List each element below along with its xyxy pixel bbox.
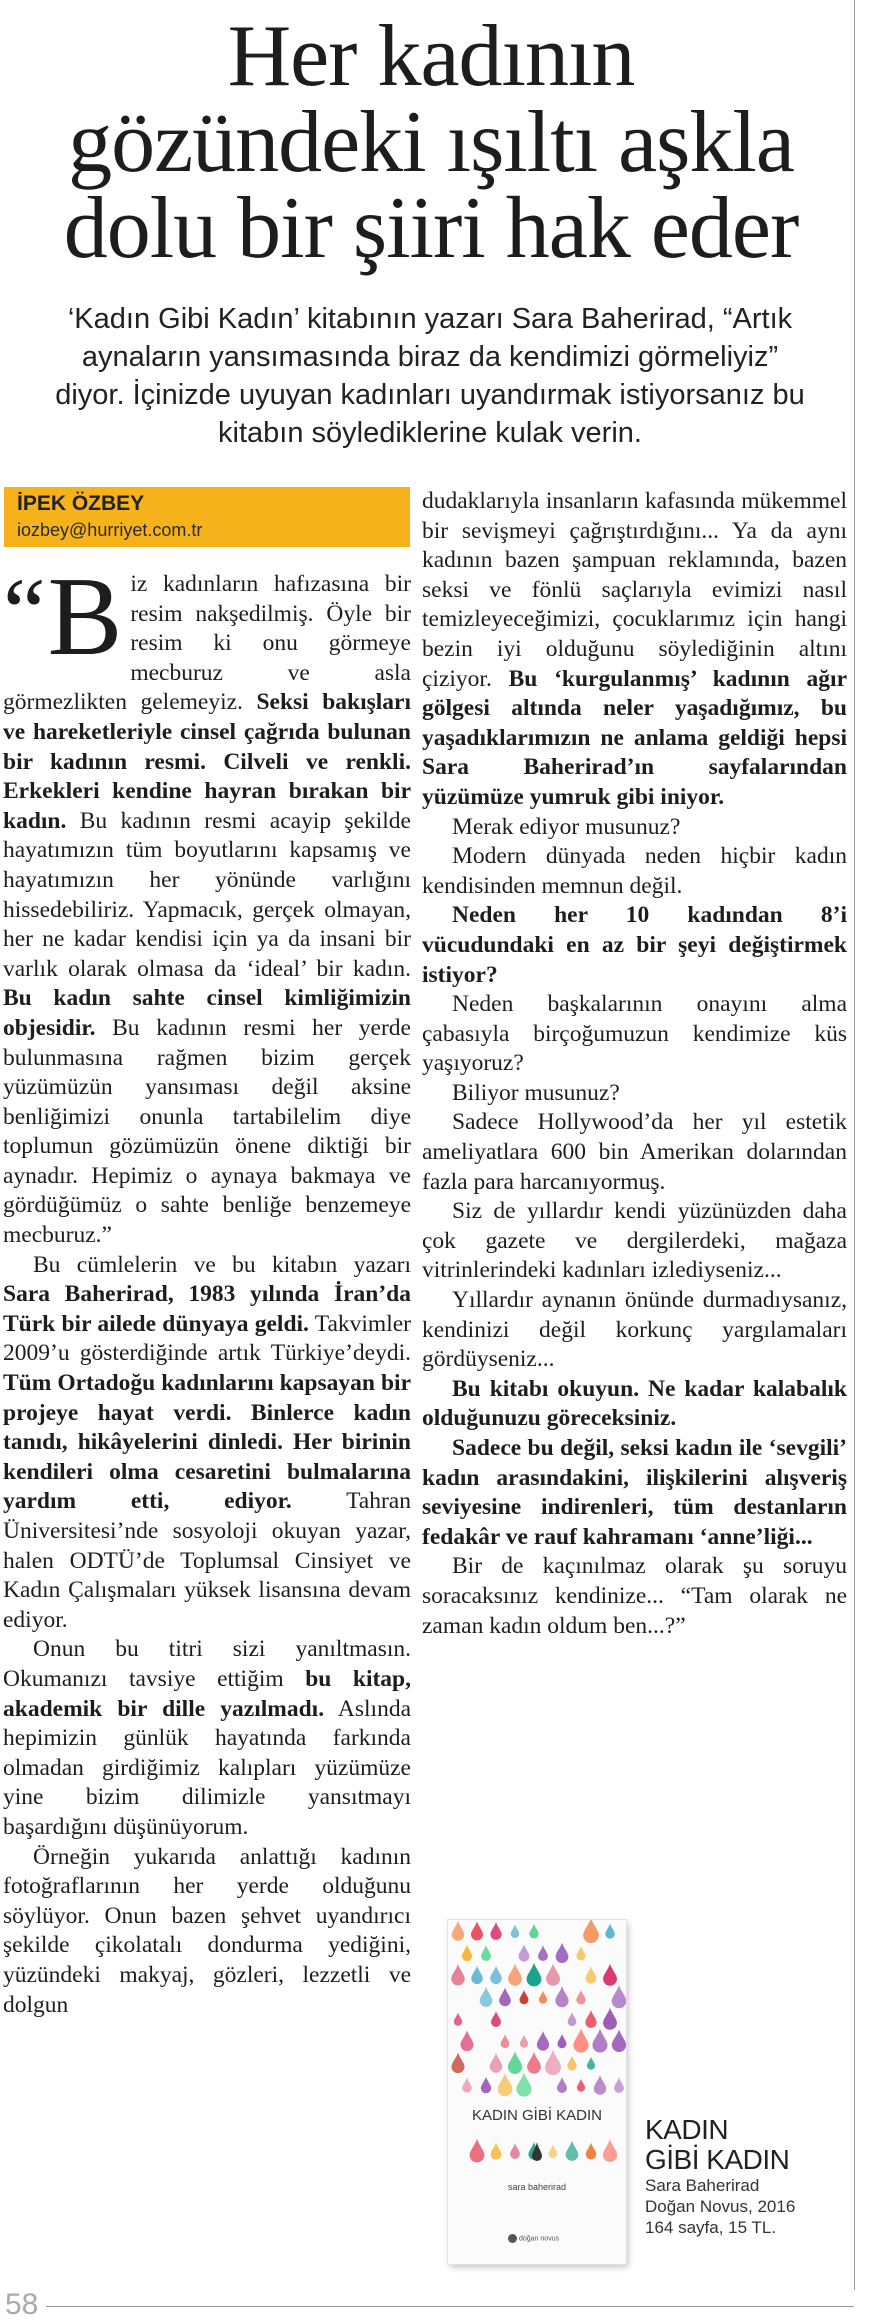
body-text: dudaklarıyla insanların kafasında mükemmel bir sevişmeyi çağrıştırdığını... Ya da aynı kadının bazen şampuan reklamında, bazen seksi ve fönlü saçlarıyla evimizi nasıl temizleyeceğimizi, çocuklarımız için hangi bezin iyi olduğunu söylediğinin altını çiziyor.	[422, 488, 847, 692]
book-info-title: GİBİ KADIN	[645, 2144, 790, 2175]
raindrop-shape	[549, 2144, 558, 2158]
drop-cap: B	[47, 555, 123, 679]
paragraph	[422, 1286, 847, 1375]
bold-text: Bu kitabı okuyun. Ne kadar kalabalık olduğunuzu göreceksiniz.	[422, 1375, 847, 1432]
raindrop-shape	[587, 2057, 595, 2070]
raindrop-shape	[576, 1946, 585, 1961]
raindrop-shape	[603, 1963, 617, 1985]
body-text: Biliyor musunuz?	[452, 1079, 620, 1106]
raindrop-shape	[462, 1945, 472, 1961]
book-cover-author: sara baherirad	[507, 2182, 567, 2192]
raindrop-shape	[451, 1964, 464, 1986]
paragraph	[422, 990, 847, 1079]
body-text: iz kadınların hafızasına bir resim nakşedilmiş. Öyle bir resim ki onu görmeye mecburuz ve asla görmezlikten gelemeyiz.	[3, 571, 411, 716]
paragraph	[3, 1843, 411, 2021]
paragraph	[422, 1079, 847, 1109]
paragraph	[422, 1375, 847, 1434]
body-text: Bu kadının resmi acayip şekilde hayatımızın tüm boyutlarını kapsamış ve hayatımızın her yönünde varlığını hissedebiliriz. Yapmacık, gerçek olmayan, her ne kadar kendisi için ya da insani bir varlık olarak olmasa da ‘ideal’ bir kadın.	[3, 807, 411, 982]
raindrop-pattern	[448, 1920, 626, 2264]
book-cover-image	[448, 1920, 626, 2264]
raindrop-shape	[539, 1991, 547, 2004]
paragraph	[422, 901, 847, 990]
raindrop-shape	[490, 2053, 502, 2073]
paragraph	[422, 487, 847, 813]
raindrop-shape	[586, 2142, 597, 2159]
raindrop-shape	[508, 2051, 522, 2074]
raindrop-shape	[546, 1963, 560, 1985]
body-text: Onun bu titri sizi yanıltmasın. Okumanızı tavsiye ettiğim	[3, 1636, 411, 1692]
body-text: Aslında hepimizin günlük hayatında farkında olmadan girdiğimiz kalıpları yüzümüze yine bizim dilimizle yansıtmayı başardığını düşünüyorum.	[3, 1695, 411, 1840]
raindrop-shape	[573, 2028, 588, 2052]
body-text: Takvimler 2009’u gösterdiğinde artık Türkiye’deydi.	[3, 1310, 411, 1367]
headline-line: Her kadının	[227, 8, 635, 105]
raindrop-shape	[568, 2012, 577, 2026]
headline-line: dolu bir şiiri hak eder	[63, 180, 799, 277]
raindrop-shape	[481, 2077, 491, 2094]
raindrop-shape	[557, 2077, 567, 2093]
book-info-details: 164 sayfa, 15 TL.	[645, 2218, 777, 2237]
article-column-1	[3, 555, 412, 2020]
opening-quote-mark: “	[3, 558, 46, 665]
raindrop-shape	[585, 2010, 596, 2028]
raindrop-shape	[577, 2079, 585, 2092]
body-text: Neden başkalarının onayını alma çabasıyla birçoğumuzun kendimize küs yaşıyoruz?	[422, 991, 847, 1077]
paragraph	[422, 1434, 847, 1552]
article-column-2	[422, 487, 847, 1641]
bold-text: Neden her 10 kadından 8’i vücudundaki en az bir şeyi değiştirmek istiyor?	[422, 902, 847, 988]
raindrop-shape	[471, 1966, 483, 1984]
raindrop-shape	[605, 1923, 615, 1938]
body-text: Örneğin yukarıda anlattığı kadının fotoğraflarının her yerde olduğunu söylüyor. Onun bazen şehvet uyandırıcı şekilde çikolatalı dondurma yediğini, yüzündeki makyaj, gözleri, lezzetli ve dolgun	[3, 1843, 411, 2018]
raindrop-shape	[498, 2073, 513, 2096]
bold-text: Bu kadın sahte cinsel kimliğimizin objesidir.	[3, 985, 411, 1041]
raindrop-shape	[501, 2034, 510, 2048]
article-headline	[20, 8, 842, 277]
raindrop-shape	[566, 2141, 579, 2161]
author-email[interactable]: iozbey@hurriyet.com.tr	[17, 520, 203, 540]
raindrop-shape	[499, 1988, 511, 2007]
paragraph	[422, 1197, 847, 1286]
byline-box	[4, 487, 410, 547]
bold-text: Bu ‘kurgulanmış’ kadının ağır gölgesi altında neler yaşadığımız, bu yaşadıklarımızın ne anlama geldiği hepsi Sara Baherirad’ın sayfalarından yüzümüze yumruk gibi iniyor.	[422, 665, 848, 810]
raindrop-shape	[481, 1945, 491, 1961]
bold-text: Seksi bakışları ve hareketleriyle cinsel çağrıda bulunan bir kadının resmi. Cilveli ve renkli. Erkekleri kendine hayran bırakan bir kadın.	[3, 689, 412, 834]
article-deck: ‘Kadın Gibi Kadın’ kitabının yazarı Sara Baherirad, “Artık aynaların yansımasında biraz da kendimizi görmeliyiz” diyor. İçinizde uyuyan kadınları uyandırmak istiyorsanız bu kitabın söylediklerine kulak verin.	[55, 303, 805, 449]
book-cover-title: KADIN GİBİ KADIN	[471, 2107, 603, 2124]
book-info	[645, 2115, 845, 2238]
raindrop-shape	[490, 1966, 502, 1985]
page-footer-rule	[46, 2306, 854, 2307]
raindrop-shape	[558, 2034, 567, 2048]
paragraph	[422, 1552, 847, 1641]
raindrop-shape	[491, 2142, 502, 2159]
raindrop-shape	[527, 2052, 541, 2074]
bold-text: Tüm Ortadoğu kadınlarını kapsayan bir projeye hayat verdi. Binlerce kadın tanıdı, hikâyelerini dinledi. Her birinin kendileri olma cesaretini bulmalarına yardım etti, ediyor.	[3, 1370, 411, 1515]
raindrop-shape	[612, 1985, 626, 2008]
raindrop-shape	[556, 1942, 569, 1963]
raindrop-shape	[454, 2012, 462, 2025]
raindrop-shape	[490, 1922, 501, 1940]
raindrop-shape	[603, 2007, 617, 2029]
raindrop-shape	[519, 1944, 530, 1961]
raindrop-shape	[451, 2052, 464, 2073]
author-name: İPEK ÖZBEY	[17, 492, 145, 515]
raindrop-shape	[576, 1990, 585, 2005]
book-cover-publisher-name: doğan novus	[519, 2235, 560, 2243]
raindrop-shape	[527, 1963, 542, 1987]
body-text: Merak ediyor musunuz?	[452, 813, 681, 840]
raindrop-shape	[614, 2077, 624, 2093]
raindrop-shape	[508, 1963, 522, 1985]
book-info-title: KADIN	[645, 2114, 729, 2145]
body-text: Bu cümlelerin ve bu kitabın yazarı	[33, 1251, 411, 1278]
body-text: Bir de kaçınılmaz olarak şu soruyu soracaksınız kendinize... “Tam olarak ne zaman kadın oldum ben...?”	[422, 1553, 847, 1639]
body-text: Yıllardır aynanın önünde durmadıysanız, kendinizi değil korkunç yargılamaları gördüyseniz...	[422, 1287, 847, 1373]
raindrop-shape	[452, 1921, 464, 1941]
bold-text: Sara Baherirad, 1983 yılında İran’da Türk bir ailede dünyaya geldi.	[3, 1281, 411, 1337]
raindrop-shape	[586, 1966, 597, 1983]
raindrop-shape	[594, 2075, 606, 2095]
raindrop-shape	[470, 2139, 485, 2163]
raindrop-shape	[592, 2028, 607, 2052]
body-text: Sadece Hollywood’da her yıl estetik ameliyatlara 600 bin Amerikan dolarından fazla para harcanıyormuş.	[422, 1109, 847, 1195]
headline-line: gözündeki ışıltı aşkla	[68, 94, 794, 191]
raindrop-shape	[491, 2011, 501, 2027]
raindrop-shape	[511, 1924, 520, 1938]
raindrop-shape	[471, 1921, 483, 1940]
raindrop-shape	[603, 2139, 617, 2162]
body-text: Bu kadının resmi her yerde bulunmasına rağmen bizim gerçek yüzümüzün yansıması değil aksine benliğimizi onunla tartabilelim diye toplumun gözümüzün önene diktiği bir aynadır. Hepimiz o aynaya bakmaya ve gördüğümüz o sahte benliğe benzemeye mecburuz.”	[3, 1014, 411, 1249]
raindrop-shape	[462, 2077, 471, 2092]
raindrop-shape	[516, 2072, 531, 2096]
raindrop-shape	[537, 2031, 549, 2051]
raindrop-shape	[567, 2056, 576, 2071]
raindrop-shape	[612, 2029, 626, 2052]
body-text: Modern dünyada neden hiçbir kadın kendisinden memnun değil.	[422, 843, 847, 899]
paragraph	[3, 1251, 411, 1636]
raindrop-shape	[538, 1945, 548, 1961]
raindrop-shape	[529, 1924, 538, 1939]
raindrop-shape	[583, 1920, 599, 1943]
paragraph	[3, 1635, 411, 1842]
bold-text: bu kitap, akademik bir dille yazılmadı.	[3, 1665, 412, 1722]
book-info-author: Sara Baherirad	[645, 2176, 760, 2195]
paragraph	[422, 842, 847, 901]
publisher-logo-icon	[508, 2234, 517, 2243]
paragraph	[422, 1108, 847, 1197]
body-text: Tahran Üniversitesi’nde sosyoloji okuyan yazar, halen ODTÜ’de Toplumsal Cinsiyet ve Kadın Çalışmaları yüksek lisansına devam ediyor.	[3, 1488, 411, 1633]
book-info-publisher: Doğan Novus, 2016	[645, 2197, 796, 2216]
raindrop-shape	[555, 1986, 568, 2007]
raindrop-shape	[510, 2143, 520, 2159]
raindrop-shape	[520, 2035, 528, 2048]
raindrop-shape	[460, 2030, 473, 2051]
paragraph	[422, 813, 847, 843]
column-rule	[854, 0, 855, 2290]
raindrop-shape	[545, 2050, 561, 2075]
raindrop-shape	[519, 1990, 528, 2004]
bold-text: Sadece bu değil, seksi kadın ile ‘sevgili’ kadın arasındakini, ilişkilerini alışveriş seviyesine indirenleri, tüm destanların fedakâr ve rauf kahramanı ‘anne’liği...	[422, 1435, 847, 1550]
page-number: 58	[5, 2288, 39, 2321]
raindrop-shape	[480, 1987, 493, 2007]
book-cover-publisher	[508, 2234, 568, 2246]
body-text: Siz de yıllardır kendi yüzünüzden daha çok gazete ve dergilerdeki, mağaza vitrinlerindeki kadınları izlediyseniz...	[422, 1198, 847, 1284]
